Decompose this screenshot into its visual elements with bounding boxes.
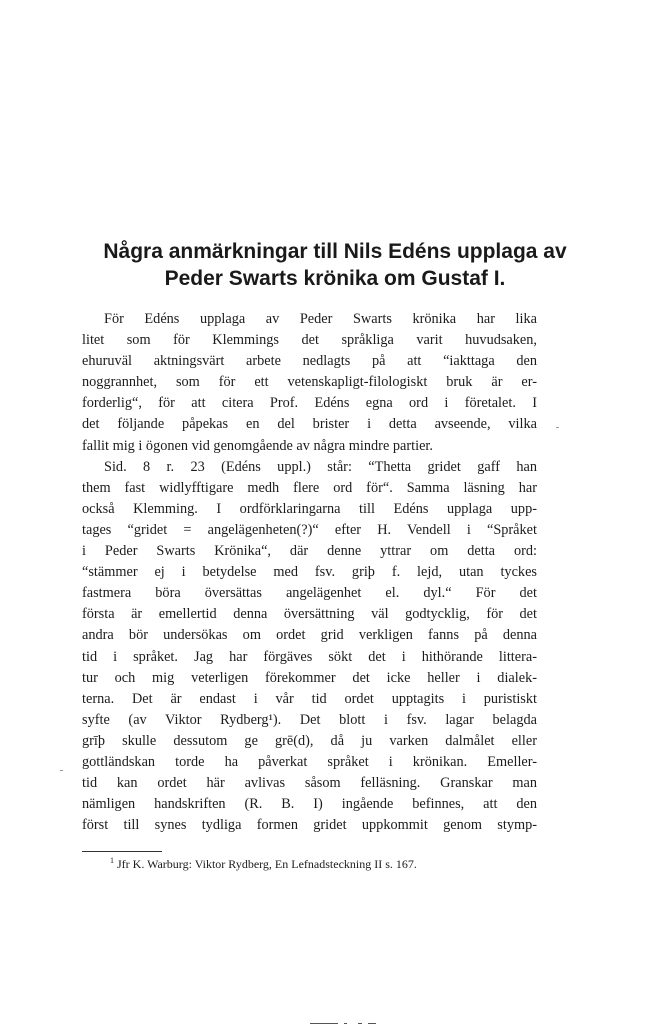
body-line: nämligen handskriften (R. B. I) ingående befinnes, att den <box>82 796 537 813</box>
scan-mark <box>310 1023 338 1024</box>
title-line-2: Peder Swarts krönika om Gustaf I. <box>164 267 506 290</box>
edge-mark <box>556 427 559 428</box>
bottom-scan-marks <box>310 1023 380 1026</box>
footnote-text: Jfr K. Warburg: Viktor Rydberg, En Lefnadsteckning II s. 167. <box>117 857 417 871</box>
body-line: terna. Det är endast i vår tid ordet upptagits i puristiskt <box>82 690 537 707</box>
body-line: ehuruväl aktningsvärt arbete nedlagts på att “iakttaga den <box>82 353 537 370</box>
footnote-separator <box>82 851 162 852</box>
scan-mark <box>368 1023 376 1024</box>
footnote-marker: 1 <box>110 856 114 865</box>
body-line: them fast widlyfftigare medh flere ord för“. Samma läsning har <box>82 479 537 496</box>
body-line: gottländskan torde ha påverkat språket i krönikan. Emeller- <box>82 753 537 770</box>
body-line: tid kan ordet här avlivas såsom felläsning. Granskar man <box>82 775 537 792</box>
body-line: Sid. 8 r. 23 (Edéns uppl.) står: “Thetta gridet gaff han <box>104 458 537 475</box>
body-line: första är emellertid denna översättning väl godtycklig, för det <box>82 606 537 623</box>
scan-mark <box>358 1023 362 1024</box>
body-line: För Edéns upplaga av Peder Swarts krönika har lika <box>104 311 537 327</box>
footnote <box>110 856 540 872</box>
body-text <box>82 309 537 836</box>
body-line: andra bör undersökas om ordet grid verkligen fanns på denna <box>82 627 537 644</box>
body-line: noggrannhet, som för ett vetenskapligt-filologiskt bruk är er- <box>82 374 537 391</box>
article-title <box>70 238 600 292</box>
title-line-1: Några anmärkningar till Nils Edéns upplaga av <box>103 240 567 263</box>
body-line: fastmera böra översättas angelägenhet el. dyl.“ För det <box>82 585 537 602</box>
body-line: tid i språket. Jag har förgäves sökt det i hithörande littera- <box>82 648 537 665</box>
edge-mark <box>60 770 63 771</box>
body-line: syfte (av Viktor Rydberg¹). Det blott i fsv. lagar belagda <box>82 711 537 728</box>
body-line: först till synes tydliga formen gridet uppkommit genom stymp- <box>82 817 537 834</box>
body-line: “stämmer ej i betydelse med fsv. griþ f. lejd, utan tyckes <box>82 564 537 581</box>
body-line: också Klemming. I ordförklaringarna till Edéns upplaga upp- <box>82 500 537 517</box>
body-line: det följande påpekas en del brister i detta avseende, vilka <box>82 416 537 433</box>
body-line: forderlig“, för att citera Prof. Edéns egna ord i företalet. I <box>82 395 537 412</box>
body-line: fallit mig i ögonen vid genomgående av några mindre partier. <box>82 437 433 454</box>
body-line: tages “gridet = angelägenheten(?)“ efter H. Vendell i “Språket <box>82 521 537 538</box>
body-line: grīþ skulle dessutom ge grē(d), då ju varken dalmålet eller <box>82 732 537 749</box>
body-line: i Peder Swarts Krönika“, där denne yttrar om detta ord: <box>82 543 537 560</box>
scan-mark <box>344 1023 347 1024</box>
body-line: litet som för Klemmings det språkliga varit huvudsaken, <box>82 332 537 349</box>
body-line: tur och mig veterligen förekommer det icke heller i dialek- <box>82 669 537 686</box>
